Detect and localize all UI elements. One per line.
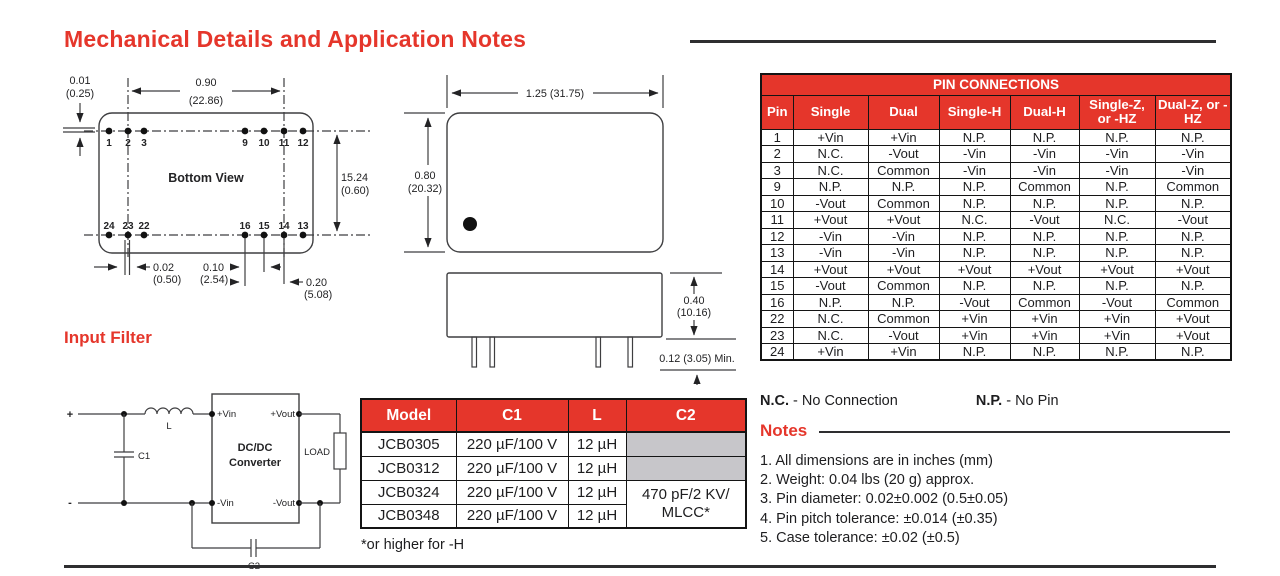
pin-cell: -Vin [1010, 162, 1079, 179]
pin-cell: -Vin [1079, 162, 1155, 179]
pin-cell: -Vin [868, 245, 939, 262]
pin-cell: N.P. [1155, 278, 1231, 295]
case-outline [447, 273, 662, 337]
pin-cell: N.P. [793, 179, 868, 196]
pin-label: 1 [106, 138, 112, 149]
legend-nc [760, 393, 898, 409]
model-cell-empty [626, 432, 746, 456]
pin-cell: N.P. [1079, 344, 1155, 361]
notes-heading-row [760, 421, 1230, 441]
dim-label: (0.25) [65, 88, 95, 100]
model-cell: 220 µF/100 V [456, 432, 568, 456]
pin-cell: +Vin [868, 129, 939, 146]
pin-cell: 12 [761, 228, 793, 245]
c1-label: C1 [138, 451, 151, 462]
pin-cell: 22 [761, 311, 793, 328]
pin-cell: N.P. [1079, 228, 1155, 245]
pin-cell: N.P. [1010, 278, 1079, 295]
pin-cell: -Vout [1010, 212, 1079, 229]
notes-list [760, 452, 1008, 548]
pos-in-label: +Vin [217, 409, 237, 420]
model-header-cell: C2 [626, 399, 746, 432]
pin-column-header: Single-Z, or -HZ [1079, 95, 1155, 129]
pin-cell: N.C. [1079, 212, 1155, 229]
dim-label: (0.50) [153, 274, 182, 286]
note-item: 1. All dimensions are in inches (mm) [760, 453, 993, 469]
pin-cell: N.C. [793, 146, 868, 163]
pin-label: 12 [297, 138, 309, 149]
pin-cell: 10 [761, 195, 793, 212]
pin-table-row [761, 212, 1231, 229]
pin-cell: 16 [761, 294, 793, 311]
pin-cell: N.P. [1079, 129, 1155, 146]
pin-cell: Common [1010, 179, 1079, 196]
pin-cell: 1 [761, 129, 793, 146]
pin-cell: -Vin [868, 228, 939, 245]
model-cell: 220 µF/100 V [456, 480, 568, 504]
pin-cell: 14 [761, 261, 793, 278]
pin-cell: +Vin [1010, 311, 1079, 328]
pin-table-row [761, 278, 1231, 295]
pin-cell: N.C. [793, 311, 868, 328]
dim-label: (5.08) [304, 289, 333, 301]
converter-label: Converter [229, 457, 281, 469]
pin-cell: N.P. [793, 294, 868, 311]
pin-table-row [761, 195, 1231, 212]
load-label: LOAD [304, 447, 330, 458]
case-outline [447, 113, 663, 252]
page-bottom-rule [64, 565, 1216, 568]
inductor-label: L [166, 421, 172, 432]
pin-table-row [761, 179, 1231, 196]
pin-cell: 3 [761, 162, 793, 179]
pin-column-header: Dual [868, 95, 939, 129]
legend-np-abbr: N.P. [975, 393, 1003, 409]
page-title: Mechanical Details and Application Notes [64, 26, 527, 52]
dim-label: (0.60) [341, 185, 370, 197]
pin-cell: +Vout [1079, 261, 1155, 278]
pin-cell: +Vin [1079, 327, 1155, 344]
top-view-drawing [398, 70, 743, 265]
pin-cell: N.P. [1155, 228, 1231, 245]
pin-label: 11 [278, 138, 290, 149]
pin-table-row [761, 311, 1231, 328]
pin-cell: -Vin [1155, 146, 1231, 163]
pin-cell: -Vin [793, 228, 868, 245]
pin1-marker-dot [463, 217, 477, 231]
dim-label: (22.86) [188, 95, 224, 107]
dim-label: 0.20 [306, 277, 328, 289]
pin-cell: N.P. [1155, 245, 1231, 262]
pin-cell: +Vin [793, 344, 868, 361]
pin-cell: -Vout [793, 195, 868, 212]
pin-label: 16 [239, 221, 251, 232]
dim-label: 0.40 [683, 295, 705, 307]
notes-heading: Notes [760, 421, 808, 440]
pin-label: 15 [258, 221, 270, 232]
pin-table-title-row [761, 74, 1231, 95]
pin-cell: N.P. [1155, 344, 1231, 361]
model-cell: 220 µF/100 V [456, 456, 568, 480]
model-cell: 12 µH [568, 456, 626, 480]
model-cell: 12 µH [568, 432, 626, 456]
pin-cell: N.P. [1155, 129, 1231, 146]
model-row [361, 432, 746, 456]
load-resistor [334, 433, 346, 469]
pin-label: 2 [125, 138, 131, 149]
pin-column-header: Single-H [939, 95, 1010, 129]
pin-cell: +Vout [793, 212, 868, 229]
model-cell: JCB0348 [361, 504, 456, 528]
bottom-view-drawing [50, 70, 395, 310]
pin-label: 13 [297, 221, 309, 232]
pins [472, 337, 633, 367]
pin-cell: N.P. [1079, 245, 1155, 262]
pin-cell: 13 [761, 245, 793, 262]
pin-cell: 15 [761, 278, 793, 295]
pin-table-row [761, 294, 1231, 311]
legend-nc-abbr: N.C. [760, 393, 789, 409]
note-item: 4. Pin pitch tolerance: ±0.014 (±0.35) [760, 510, 998, 527]
pin-cell: N.P. [1155, 195, 1231, 212]
model-table [360, 398, 747, 529]
pin-cell: -Vout [939, 294, 1010, 311]
note-item: 5. Case tolerance: ±0.02 (±0.5) [760, 529, 960, 546]
pin-cell: N.P. [1010, 344, 1079, 361]
pin-cell: +Vin [1079, 311, 1155, 328]
pin-label: 10 [258, 138, 270, 149]
pin-cell: N.P. [939, 278, 1010, 295]
pin-cell: -Vin [1010, 146, 1079, 163]
pin-cell: -Vout [1155, 212, 1231, 229]
pin-cell: 9 [761, 179, 793, 196]
dim-label: 0.80 [414, 170, 436, 182]
model-cell: JCB0324 [361, 480, 456, 504]
legend-np-text: - No Pin [1006, 393, 1059, 409]
pos-out-label: +Vout [270, 409, 295, 420]
pin-cell: Common [868, 195, 939, 212]
pin-cell: Common [1010, 294, 1079, 311]
pin-cell: -Vout [1079, 294, 1155, 311]
dim-label: 0.10 [203, 262, 225, 274]
pin-cell: N.C. [793, 162, 868, 179]
pin-column-header: Dual-H [1010, 95, 1079, 129]
pin-cell: 24 [761, 344, 793, 361]
neg-in-label: -Vin [217, 498, 234, 509]
pin-table-row [761, 245, 1231, 262]
pin-connections-table [760, 73, 1232, 361]
pin-label: 23 [122, 221, 134, 232]
pin-cell: +Vin [1010, 327, 1079, 344]
pin-cell: Common [868, 278, 939, 295]
pin-cell: N.P. [1010, 129, 1079, 146]
pin-cell: +Vout [1155, 311, 1231, 328]
pin-cell: N.P. [1079, 195, 1155, 212]
pin-table-row [761, 261, 1231, 278]
model-table-footnote: *or higher for -H [361, 537, 465, 553]
pin-cell: +Vout [793, 261, 868, 278]
bottom-view-label: Bottom View [168, 171, 244, 185]
pin-cell: N.P. [1010, 228, 1079, 245]
pin-table-row [761, 162, 1231, 179]
pin-cell: -Vin [939, 162, 1010, 179]
pin-cell: +Vout [1010, 261, 1079, 278]
dim-label: (2.54) [200, 274, 229, 286]
model-cell: 12 µH [568, 480, 626, 504]
model-cell-empty [626, 456, 746, 480]
pin-cell: N.P. [1079, 278, 1155, 295]
input-filter-heading: Input Filter [64, 328, 152, 347]
pin-cell: 2 [761, 146, 793, 163]
neg-out-label: -Vout [272, 498, 295, 509]
pin-column-header: Pin [761, 95, 793, 129]
dim-label: 0.90 [195, 77, 217, 89]
pin-cell: N.P. [1010, 195, 1079, 212]
pin-column-header: Single [793, 95, 868, 129]
pin-cell: 23 [761, 327, 793, 344]
pin-label: 22 [138, 221, 150, 232]
title-rule [690, 40, 1216, 43]
pin-cell: +Vin [868, 344, 939, 361]
plus-terminal-label: + [66, 409, 74, 421]
pin-label: 3 [141, 138, 147, 149]
pin-label: 24 [103, 221, 115, 232]
pin-cell: +Vout [868, 212, 939, 229]
pin-cell: Common [868, 162, 939, 179]
model-cell-c2: 470 pF/2 KV/ MLCC* [626, 480, 746, 528]
pin-cell: -Vout [868, 327, 939, 344]
dim-label: 0.01 [69, 75, 91, 87]
model-cell: JCB0312 [361, 456, 456, 480]
legend-np [976, 393, 1059, 409]
side-view-drawing [398, 258, 743, 388]
dim-label: 15.24 [341, 172, 369, 184]
pin-cell: -Vout [868, 146, 939, 163]
pin-cell: N.P. [939, 129, 1010, 146]
pin-cell: -Vin [793, 245, 868, 262]
dim-label: 0.12 (3.05) Min. [659, 353, 735, 365]
pin-cell: 11 [761, 212, 793, 229]
dim-label: (20.32) [407, 183, 443, 195]
model-header-cell: L [568, 399, 626, 432]
pin-cell: N.P. [939, 245, 1010, 262]
notes-rule [819, 431, 1230, 434]
pin-cell: N.P. [939, 344, 1010, 361]
pin-cell: Common [868, 311, 939, 328]
model-header-cell: Model [361, 399, 456, 432]
input-filter-circuit [58, 375, 363, 573]
pin-table-row [761, 146, 1231, 163]
pin-cell: N.P. [868, 179, 939, 196]
pin-cell: +Vout [868, 261, 939, 278]
pin-cell: N.P. [939, 195, 1010, 212]
pin-table-row [761, 344, 1231, 361]
pin-cell: -Vin [1155, 162, 1231, 179]
model-cell: JCB0305 [361, 432, 456, 456]
pin-cell: N.P. [1010, 245, 1079, 262]
pin-table-title: PIN CONNECTIONS [761, 74, 1231, 95]
pin-cell: N.C. [793, 327, 868, 344]
pin-cell: N.P. [1079, 179, 1155, 196]
pin-cell: -Vin [1079, 146, 1155, 163]
note-item: 2. Weight: 0.04 lbs (20 g) approx. [760, 472, 975, 489]
pin-cell: +Vout [1155, 327, 1231, 344]
pin-table-row [761, 129, 1231, 146]
pin-cell: +Vin [939, 327, 1010, 344]
model-header-cell: C1 [456, 399, 568, 432]
pin-cell: N.P. [939, 228, 1010, 245]
model-row [361, 456, 746, 480]
legend-nc-text: - No Connection [793, 393, 898, 409]
pin-cell: +Vout [1155, 261, 1231, 278]
pin-table-row [761, 228, 1231, 245]
dim-label: (10.16) [676, 307, 712, 319]
pin-cell: N.C. [939, 212, 1010, 229]
pin-label: 9 [242, 138, 248, 149]
pin-cell: N.P. [868, 294, 939, 311]
model-cell: 220 µF/100 V [456, 504, 568, 528]
note-item: 3. Pin diameter: 0.02±0.002 (0.5±0.05) [760, 491, 1009, 508]
pin-table-row [761, 327, 1231, 344]
pin-cell: Common [1155, 294, 1231, 311]
model-header-row [361, 399, 746, 432]
inductor-symbol [145, 408, 193, 414]
converter-label: DC/DC [237, 442, 273, 454]
dim-label: 0.02 [153, 262, 175, 274]
pin-table-header-row [761, 95, 1231, 129]
pin-legend [760, 393, 1059, 409]
pin-cell: +Vin [939, 311, 1010, 328]
model-row [361, 480, 746, 504]
pin-cell: -Vin [939, 146, 1010, 163]
pin-label: 14 [278, 221, 290, 232]
dim-label: 1.25 (31.75) [525, 88, 585, 100]
minus-terminal-label: - [68, 497, 72, 509]
pin-cell: Common [1155, 179, 1231, 196]
model-cell: 12 µH [568, 504, 626, 528]
pin-cell: +Vout [939, 261, 1010, 278]
pin-cell: N.P. [939, 179, 1010, 196]
pin-cell: -Vout [793, 278, 868, 295]
pin-column-header: Dual-Z, or -HZ [1155, 95, 1231, 129]
pin-cell: +Vin [793, 129, 868, 146]
